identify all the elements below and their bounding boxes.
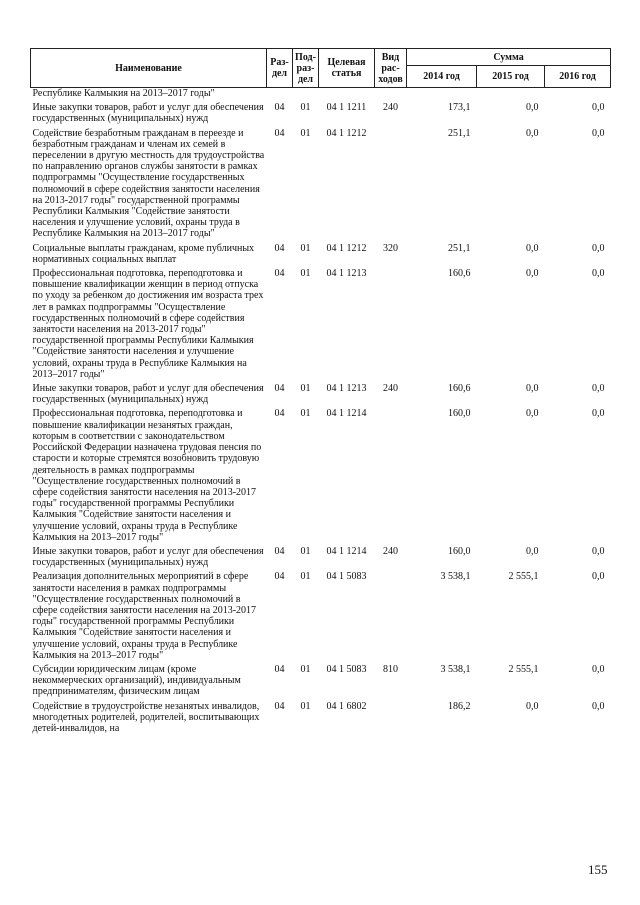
row-article: 04 1 1211 (326, 102, 367, 114)
row-sum-2014: 186,2 (448, 700, 471, 712)
row-vid (375, 265, 407, 380)
row-razdel: 04 (274, 700, 285, 712)
row-sum-2016: 0,0 (592, 102, 605, 114)
table-row (31, 380, 611, 405)
row-sum-2014: 160,0 (448, 408, 471, 420)
row-sum-2016: 0,0 (592, 268, 605, 280)
row-sum-2014: 160,0 (448, 545, 471, 557)
table-row (31, 405, 611, 542)
row-vid (375, 88, 407, 100)
row-name: Реализация дополнительных мероприятий в сфере занятости населения в рамках подпрограммы "Осуществление государственных полномочий в сфере содействия занятости населения на 2013-2017 годы" государственной программы Республики Калмыкия "Содействие занятости населения и улучшение условий, охраны труда в Республике Калмыкия на 2013–2017 годы" (32, 571, 257, 661)
row-sum-2016: 0,0 (592, 545, 605, 557)
row-sum-2015: 2 555,1 (508, 571, 539, 583)
row-article: 04 1 1212 (326, 242, 367, 254)
row-vid (375, 405, 407, 542)
row-sum-2015: 2 555,1 (508, 663, 539, 675)
row-podrazdel: 01 (300, 383, 311, 395)
row-name: Профессиональная подготовка, переподготовка и повышение квалификации незанятых граждан, которым в соответствии с законодательством Российской Федерации назначена трудовая пенсия по старости и которые стремятся возобновить трудовую деятельность в рамках подпрограммы "Осуществление государственных полномочий в сфере содействия занятости населения на 2013-2017 годы" государственной программы Республики Калмыкия "Содействие занятости населения и улучшение условий, охраны труда в Республике Калмыкия на 2013–2017 годы" (32, 408, 262, 543)
row-sum-2016: 0,0 (592, 383, 605, 395)
row-sum-2016 (545, 88, 611, 100)
row-article: 04 1 6802 (326, 700, 367, 712)
budget-table-page (30, 48, 610, 734)
row-vid (375, 568, 407, 661)
row-razdel: 04 (274, 571, 285, 583)
row-razdel (267, 88, 293, 100)
row-sum-2014: 173,1 (448, 102, 471, 114)
row-sum-2016: 0,0 (592, 408, 605, 420)
row-sum-2015: 0,0 (526, 383, 539, 395)
row-podrazdel: 01 (300, 571, 311, 583)
row-razdel: 04 (274, 408, 285, 420)
row-podrazdel: 01 (300, 242, 311, 254)
row-article: 04 1 1213 (326, 383, 367, 395)
header-2016: 2016 год (545, 66, 611, 88)
row-vid (375, 698, 407, 735)
table-row (31, 99, 611, 124)
row-razdel: 04 (274, 268, 285, 280)
table-row (31, 543, 611, 568)
row-name: Иные закупки товаров, работ и услуг для обеспечения государственных (муниципальных) нужд (32, 545, 264, 569)
row-sum-2016: 0,0 (592, 663, 605, 675)
row-sum-2016: 0,0 (592, 242, 605, 254)
row-sum-2016: 0,0 (592, 700, 605, 712)
row-name: Иные закупки товаров, работ и услуг для обеспечения государственных (муниципальных) нужд (32, 383, 264, 406)
row-sum-2015: 0,0 (526, 268, 539, 280)
table-row (31, 240, 611, 265)
row-razdel: 04 (274, 102, 285, 114)
row-sum-2016: 0,0 (592, 571, 605, 583)
header-name: Наименование (31, 49, 267, 88)
row-article: 04 1 5083 (326, 571, 367, 583)
row-article: 04 1 5083 (326, 663, 367, 675)
row-razdel: 04 (274, 242, 285, 254)
row-name: Субсидии юридическим лицам (кроме некоммерческих организаций), индивидуальным предпринимателям, физическим лицам (32, 663, 241, 698)
row-vid: 240 (383, 102, 398, 114)
row-name: Содействие безработным гражданам в переезде и безработным гражданам и членам их семей в переселении в другую местность для трудоустройства по направлению органов службы занятости в рамках подпрограммы "Осуществление государственных полномочий в сфере содействия занятости населения на 2013-2017 годы" государственной программы Республики Калмыкия "Содействие занятости населения и улучшение условий, охраны труда в Республике Калмыкия на 2013–2017 годы" (32, 127, 265, 240)
row-name: Содействие в трудоустройстве незанятых инвалидов, многодетных родителей, родителей, воспитывающих детей-инвалидов, на (32, 700, 260, 734)
row-sum-2015: 0,0 (526, 102, 539, 114)
row-article: 04 1 1214 (326, 545, 367, 557)
header-razdel: Раз- дел (267, 49, 293, 88)
row-article: 04 1 1214 (326, 408, 367, 420)
row-sum-2014: 3 538,1 (440, 571, 471, 583)
row-sum-2014: 160,6 (448, 268, 471, 280)
row-vid: 320 (383, 242, 398, 254)
row-razdel: 04 (274, 127, 285, 139)
budget-table (30, 48, 611, 734)
row-article (319, 88, 375, 100)
row-podrazdel: 01 (300, 545, 311, 557)
table-row (31, 568, 611, 661)
row-sum-2015: 0,0 (526, 127, 539, 139)
row-podrazdel: 01 (300, 127, 311, 139)
row-sum-2016: 0,0 (592, 127, 605, 139)
row-podrazdel: 01 (300, 268, 311, 280)
row-sum-2014: 160,6 (448, 383, 471, 395)
row-razdel: 04 (274, 545, 285, 557)
row-article: 04 1 1213 (326, 268, 367, 280)
row-sum-2014: 3 538,1 (440, 663, 471, 675)
row-vid: 240 (383, 545, 398, 557)
row-name: Иные закупки товаров, работ и услуг для обеспечения государственных (муниципальных) нужд (32, 102, 264, 125)
row-podrazdel: 01 (300, 408, 311, 420)
row-name: Социальные выплаты гражданам, кроме публичных нормативных социальных выплат (32, 242, 255, 265)
row-podrazdel (293, 88, 319, 100)
table-body (31, 88, 611, 735)
row-razdel: 04 (274, 663, 285, 675)
row-sum-2015: 0,0 (526, 545, 539, 557)
row-sum-2015: 0,0 (526, 700, 539, 712)
row-sum-2014 (407, 88, 477, 100)
row-podrazdel: 01 (300, 102, 311, 114)
row-razdel: 04 (274, 383, 285, 395)
header-podrazdel: Под- раз- дел (293, 49, 319, 88)
row-sum-2015 (477, 88, 545, 100)
row-podrazdel: 01 (300, 663, 311, 675)
table-row (31, 125, 611, 240)
table-row (31, 661, 611, 698)
header-2015: 2015 год (477, 66, 545, 88)
row-vid: 240 (383, 383, 398, 395)
table-row (31, 698, 611, 735)
page-number: 155 (588, 862, 608, 877)
row-vid (375, 125, 407, 240)
row-sum-2014: 251,1 (448, 127, 471, 139)
header-vid: Вид рас- ходов (375, 49, 407, 88)
header-2014: 2014 год (407, 66, 477, 88)
row-name: Республике Калмыкия на 2013–2017 годы" (32, 88, 215, 99)
row-sum-2015: 0,0 (526, 242, 539, 254)
table-row (31, 265, 611, 380)
row-sum-2015: 0,0 (526, 408, 539, 420)
row-vid: 810 (383, 663, 398, 675)
header-article: Целевая статья (319, 49, 375, 88)
row-name: Профессиональная подготовка, переподготовка и повышение квалификации женщин в период отпуска по уходу за ребенком до достижения им возраста трех лет в рамках подпрограммы "Осуществление государственных полномочий в сфере содействия занятости населения на 2013-2017 годы" государственной программы Республики Калмыкия "Содействие занятости населения и улучшение условий, охраны труда в Республике Калмыкия на 2013–2017 годы" (32, 268, 264, 380)
table-row (31, 88, 611, 100)
row-sum-2014: 251,1 (448, 242, 471, 254)
row-podrazdel: 01 (300, 700, 311, 712)
header-sum: Сумма (407, 49, 611, 66)
row-article: 04 1 1212 (326, 127, 367, 139)
